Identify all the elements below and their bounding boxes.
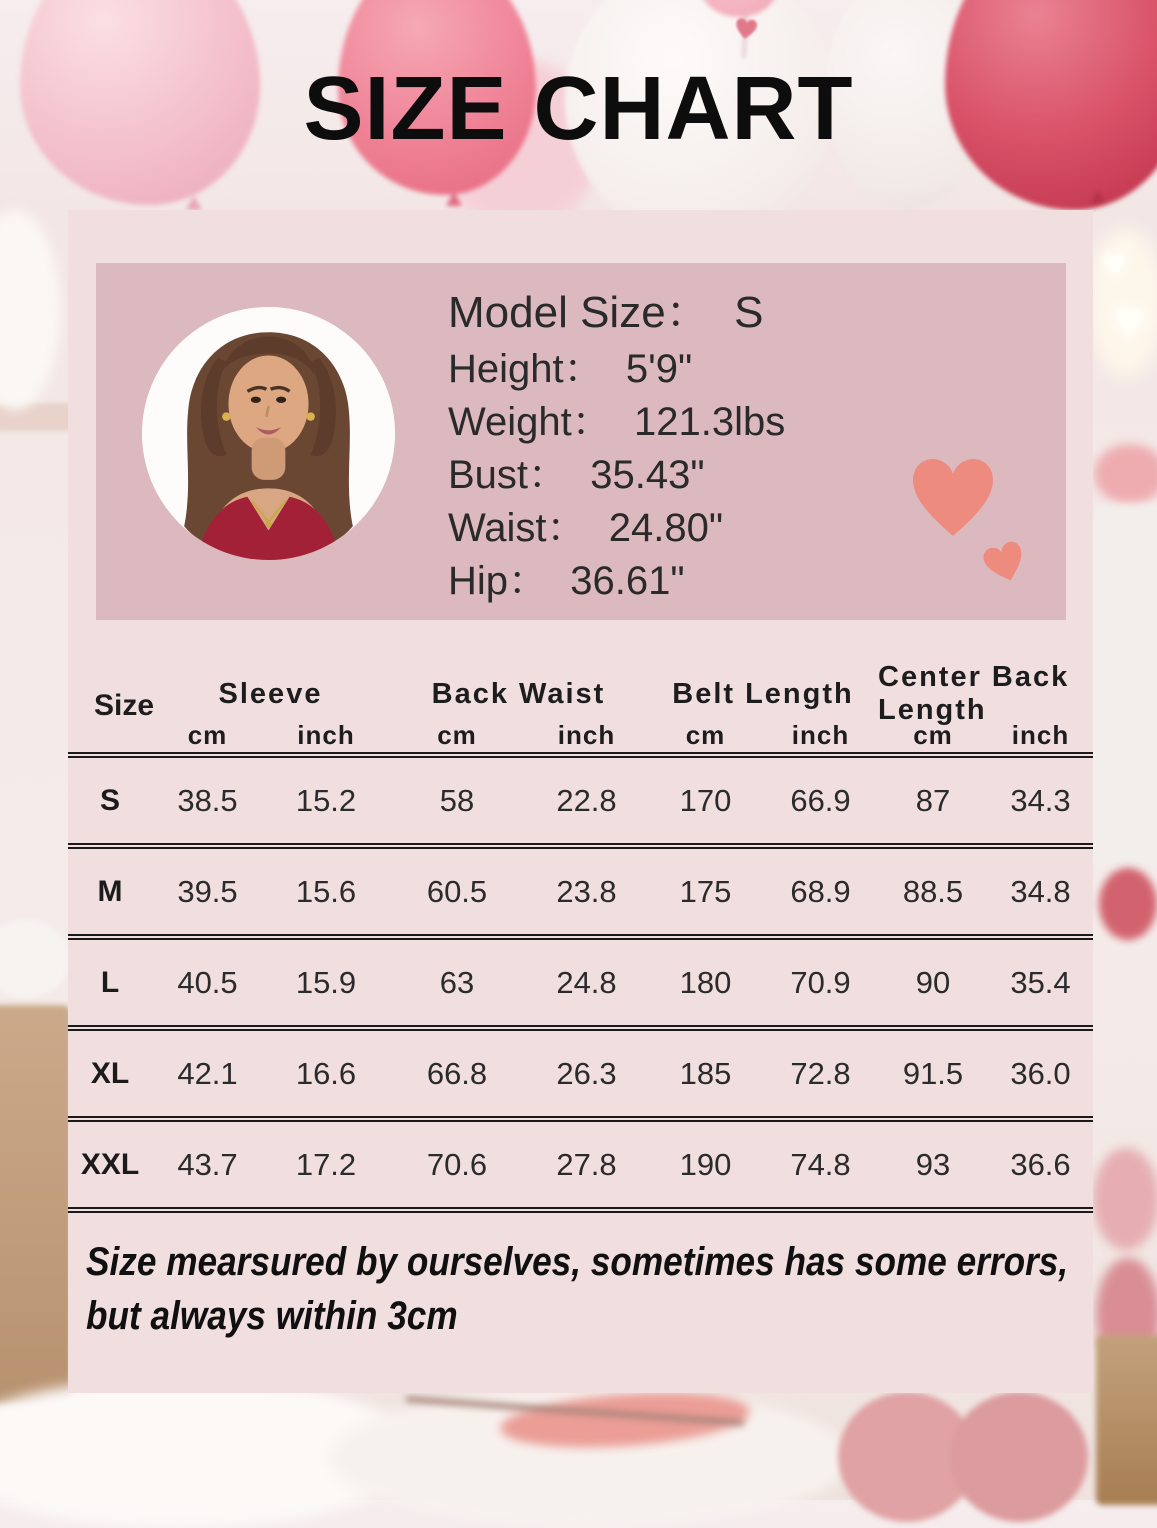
value-cell: 43.7 xyxy=(177,1146,238,1182)
page-title: SIZE CHART xyxy=(303,59,854,159)
value-cell: 180 xyxy=(679,964,732,1000)
size-column-header: Size xyxy=(94,689,155,722)
unit-label: inch xyxy=(791,719,850,750)
knit-heart-pillow xyxy=(950,1392,1088,1522)
value-cell: 15.6 xyxy=(295,873,357,909)
white-bowl xyxy=(0,920,70,998)
size-cell: L xyxy=(100,965,120,999)
value-cell: 70.9 xyxy=(790,964,851,1000)
value-cell: 22.8 xyxy=(556,782,617,818)
value-cell: 38.5 xyxy=(177,782,238,818)
value-cell: 17.2 xyxy=(295,1146,357,1182)
value-cell: 185 xyxy=(679,1055,732,1091)
value-cell: 39.5 xyxy=(177,873,238,909)
model-weight: Weight： 121.3lbs xyxy=(448,400,786,444)
value-cell: 170 xyxy=(679,782,732,818)
value-cell: 23.8 xyxy=(556,873,617,909)
value-cell: 70.6 xyxy=(426,1146,488,1182)
size-table-body xyxy=(68,758,1093,1213)
value-cell: 35.4 xyxy=(1010,964,1071,1000)
value-cell: 16.6 xyxy=(295,1055,357,1091)
value-cell: 66.8 xyxy=(426,1055,488,1091)
value-cell: 175 xyxy=(679,873,732,909)
value-cell: 42.1 xyxy=(177,1055,238,1091)
table-row xyxy=(68,849,1093,940)
model-height: Height： 5'9" xyxy=(448,347,693,391)
model-waist: Waist： 24.80" xyxy=(448,506,724,550)
unit-label: inch xyxy=(1011,719,1070,750)
unit-label: cm xyxy=(437,719,477,750)
value-cell: 87 xyxy=(915,782,951,818)
unit-label: cm xyxy=(685,719,726,750)
bottom-scenery xyxy=(0,1378,1157,1500)
heart-icon xyxy=(903,448,1003,548)
value-cell: 66.9 xyxy=(790,782,851,818)
model-size-heading: Model Size： S xyxy=(448,288,764,337)
model-measurements xyxy=(448,275,785,608)
unit-label: cm xyxy=(913,719,953,750)
value-cell: 36.0 xyxy=(1010,1055,1071,1091)
unit-label: inch xyxy=(297,719,355,750)
column-group-label: Back Waist xyxy=(431,677,606,710)
footer-note-line: but always within 3cm xyxy=(86,1294,458,1338)
value-cell: 63 xyxy=(439,964,475,1000)
white-dresser xyxy=(1090,505,1157,865)
model-info-box xyxy=(96,263,1066,620)
red-candle xyxy=(1099,868,1157,940)
wood-table-left xyxy=(0,1005,72,1405)
table-row xyxy=(68,1122,1093,1213)
value-cell: 36.6 xyxy=(1010,1146,1071,1182)
value-cell: 60.5 xyxy=(426,873,488,909)
size-cell: S xyxy=(99,783,120,817)
unit-label: cm xyxy=(187,719,228,750)
value-cell: 27.8 xyxy=(556,1146,617,1182)
unit-label: inch xyxy=(557,719,616,750)
value-cell: 58 xyxy=(439,782,475,818)
table-header xyxy=(68,660,1093,758)
model-bust: Bust： 35.43" xyxy=(448,453,705,497)
size-cell: XL xyxy=(90,1056,130,1090)
model-hip: Hip： 36.61" xyxy=(448,559,685,603)
value-cell: 190 xyxy=(679,1146,732,1182)
value-cell: 68.9 xyxy=(790,873,851,909)
model-portrait-illustration xyxy=(142,307,395,560)
value-cell: 15.9 xyxy=(295,964,357,1000)
heart-light-icon: ♥ xyxy=(1108,286,1150,355)
value-cell: 34.3 xyxy=(1010,782,1071,818)
size-cell: XXL xyxy=(80,1147,140,1181)
column-group-label: Belt Length xyxy=(672,677,854,710)
window-light xyxy=(0,210,60,410)
value-cell: 72.8 xyxy=(790,1055,851,1091)
value-cell: 91.5 xyxy=(902,1055,964,1091)
value-cell: 40.5 xyxy=(177,964,238,1000)
value-cell: 15.2 xyxy=(295,782,357,818)
table-row xyxy=(68,940,1093,1031)
value-cell: 90 xyxy=(915,964,951,1000)
value-cell: 88.5 xyxy=(902,873,964,909)
size-chart-panel xyxy=(68,210,1093,1393)
table-row xyxy=(68,758,1093,849)
value-cell: 24.8 xyxy=(556,964,617,1000)
value-cell: 74.8 xyxy=(790,1146,851,1182)
size-table xyxy=(68,660,1093,1213)
footer-note-line: Size mearsured by ourselves, sometimes has some errors, xyxy=(86,1240,1069,1284)
size-cell: M xyxy=(97,874,123,908)
value-cell: 93 xyxy=(915,1146,951,1182)
value-cell: 26.3 xyxy=(556,1055,617,1091)
value-cell: 34.8 xyxy=(1010,873,1071,909)
model-photo xyxy=(142,307,395,560)
footer-note xyxy=(86,1235,1068,1343)
table-row xyxy=(68,1031,1093,1122)
column-group-label: Sleeve xyxy=(218,677,323,710)
heart-light-icon: ♥ xyxy=(1098,237,1132,290)
pink-decor-right xyxy=(1093,1148,1157,1250)
pink-decor-right xyxy=(1094,444,1157,504)
column-group-label: Center Back Length xyxy=(878,661,1070,726)
